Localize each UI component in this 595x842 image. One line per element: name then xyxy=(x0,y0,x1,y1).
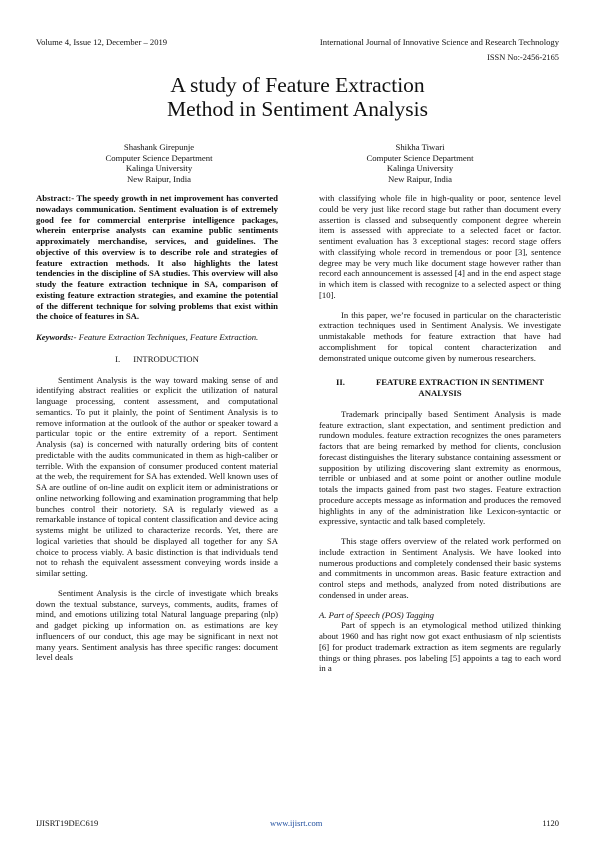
feature-paragraph-2: This stage offers overview of the related work performed on include extraction in Sentiment Analysis. We have looked into numerous productions and completely condensed their basic systems and commitments in uncommon areas. Basic feature extraction and control steps and methods, analyzed from noted distributions are condensed in under areas. xyxy=(319,536,561,600)
left-column xyxy=(36,193,278,672)
journal-website-link[interactable]: www.ijisrt.com xyxy=(270,818,323,828)
paper-title-line-1: A study of Feature Extraction xyxy=(170,73,425,97)
section-heading-feature-extraction xyxy=(319,377,561,399)
author-university: Kalinga University xyxy=(386,163,454,174)
author-department: Computer Science Department xyxy=(366,152,474,163)
page-number: 1120 xyxy=(542,818,559,828)
feature-paragraph-1: Trademark principally based Sentiment Analysis is made feature extraction, slant expectation, and sentiment prediction and rundown modules. feature extraction recognizes the ones parameters factors that are being remarked by method for clients, conclusion forecast distinguishes the literary substance containing assessment or supposition by utilizing discovering slant extremity as enormous, terrible or unbiased and at some point or another outline module totals the impacts gained from past two stages. Feature extraction procedure accepts message as information and produces the removed highlights in any of the administration like Lexicon-syntactic or expressive, syntactic and talk based completely. xyxy=(319,408,561,527)
paper-title xyxy=(0,73,595,121)
author-department: Computer Science Department xyxy=(105,152,213,163)
keywords xyxy=(36,332,278,343)
subsection-heading-pos-tagging: A. Part of Speech (POS) Tagging xyxy=(319,609,435,620)
journal-volume-issue: Volume 4, Issue 12, December – 2019 xyxy=(36,37,168,47)
author-city: New Raipur, India xyxy=(126,174,192,185)
author-name: Shashank Girepunje xyxy=(123,142,195,152)
author-university: Kalinga University xyxy=(125,163,193,174)
abstract: Abstract:- The speedy growth in net improvement has converted nowadays communication. Sentiment evaluation is of extremely good fee for commercial enterprise intelligence packages, wherein enterprise analysts can examine public sentiments approximately merchandise, services, and guidelines. The objective of this overview is to describe role and strategies of feature extraction methods. It also highlights the latest tendencies in the discipline of SA studies. This overview will also study the feature extraction technique in SA, comparison of existing feature extraction strategies, and examine the potential of the different technique for solving problems that exist within the choice of features in SA. xyxy=(36,193,278,322)
keywords-text: Feature Extraction Techniques, Feature Extraction. xyxy=(78,332,259,342)
paper-id: IJISRT19DEC619 xyxy=(36,818,99,828)
intro-paragraph-2: Sentiment Analysis is the circle of investigate which breaks down the textual substance, surveys, comments, audits, frames of mind, and emotions utilizing total Natural language preparing (nlp) and gadget picking up information on. as estimations are key influencers of our conduct, this age may be significant in next not many years. Sentiment analysis has three specific ranges: document level deals xyxy=(36,587,278,663)
section-number: II. xyxy=(335,377,345,388)
journal-name: International Journal of Innovative Science and Research Technology xyxy=(319,37,559,47)
keywords-label: Keywords:- xyxy=(36,332,77,342)
author-block-1 xyxy=(49,142,269,185)
intro-paragraph-1: Sentiment Analysis is the way toward making sense of and identifying abstract realities or explicit the utilization of natural language processing, content assessment, and computational semantics. To put it plainly, the point of Sentiment Analysis is to remove information at the outlook of the author or speaker toward a particular topic or the entire extremity of a report. Sentiment Analysis (sa) is concerned with naturally ordering bits of content predictable with the audits communicated in them as high-caliber or terrible. With the expansion of consumer produced content material at the web, the requirement for SA has extended. Well known uses of SA are outline of on-line audit on explicit item or administrations or online networking following and examination programming that help bunches control their notoriety. SA is regularly viewed as a remarkable instance of topical content classification and device acing systems might be utilized to characterize records. Yet, there are logical varieties that should be displayed all together for any SA choice to process viably. A basic distinction is that individuals tend not to rehash the equivalent assessment conveying words inside a similar setting. xyxy=(36,374,278,578)
section-heading-line-1: FEATURE EXTRACTION IN SENTIMENT xyxy=(375,377,545,388)
author-city: New Raipur, India xyxy=(387,174,453,185)
section-heading-line-2: ANALYSIS xyxy=(418,388,462,398)
author-name: Shikha Tiwari xyxy=(395,142,445,152)
pos-paragraph: Part of sppech is an etymological method utilized thinking about 1960 and has right now got exact enthusiasm of nlp scientists [6] for product trademark extraction as item segments are regularly things or thing phrases. pos labeling [5] appoints a tag to each word in a xyxy=(319,620,561,674)
issn: ISSN No:-2456-2165 xyxy=(487,53,559,62)
right-column xyxy=(319,193,561,683)
author-block-2 xyxy=(310,142,530,185)
section-heading-introduction: I. INTRODUCTION xyxy=(115,353,199,364)
intro-paragraph-continued: with classifying whole file in high-quality or poor, sentence level could be very just like record stage but rather than document every assertion is classed and subsequently component degree wherein item is assessed with appreciate to a selected facet or factor. sentiment evaluation has 3 exceptional stages: record stage offers with classifying whole record in tremendous or poor [3], sentence degree may be very much like document stage however rather than record each announcement is assessed [4] and in the end aspect stage in which item is classed with recognize to a selected aspect or thing [10]. xyxy=(319,193,561,300)
paper-title-line-2: Method in Sentiment Analysis xyxy=(167,97,428,121)
intro-paragraph-focus: In this paper, we’re focused in particular on the characteristic extraction techniques used in Sentiment Analysis. We investigate unmistakable methods for feature extraction that have had accomplishment for topical content characterization and demonstrated unique outcome given by numerous researchers. xyxy=(319,309,561,363)
